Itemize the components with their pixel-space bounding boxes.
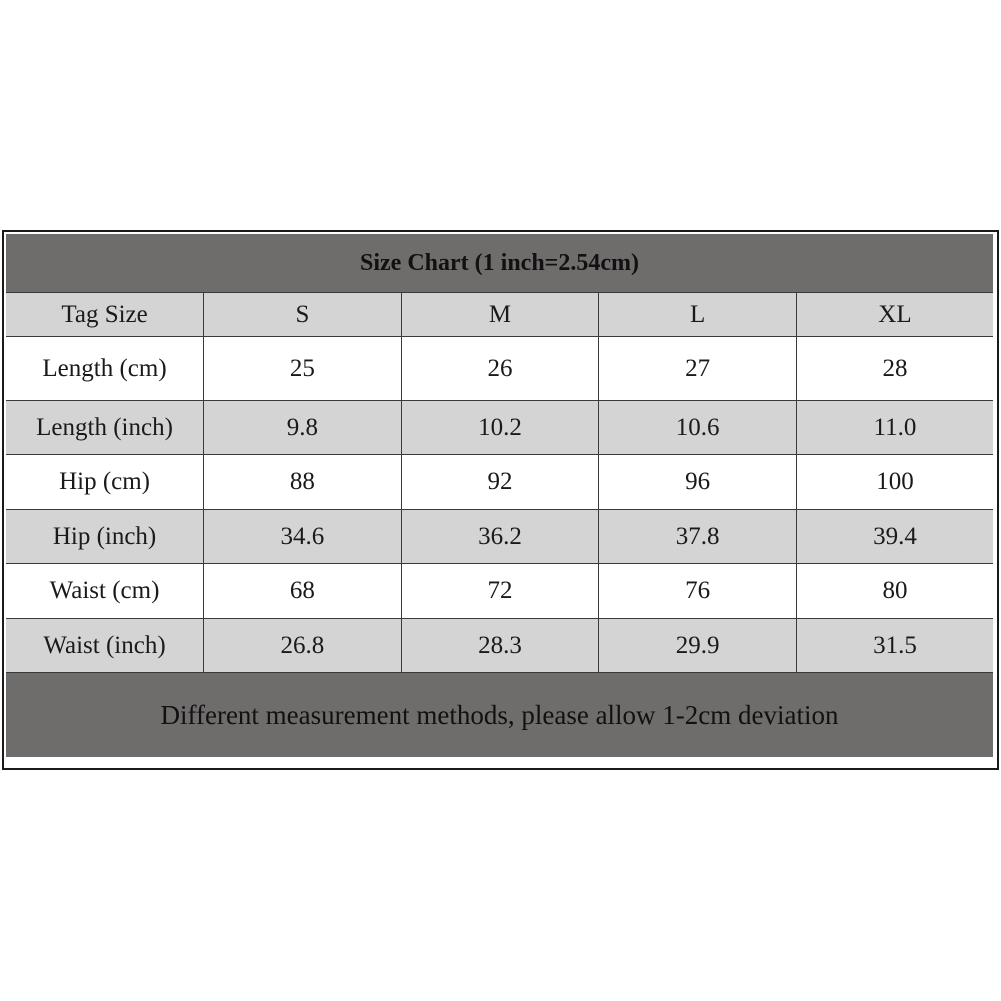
footer-row xyxy=(6,673,994,758)
table-cell: 92 xyxy=(401,455,599,510)
table-cell: 37.8 xyxy=(599,510,797,564)
table-cell: 31.5 xyxy=(796,619,994,673)
header-size-xl: XL xyxy=(796,293,994,337)
chart-title: Size Chart (1 inch=2.54cm) xyxy=(6,234,994,293)
table-cell: 9.8 xyxy=(204,401,402,455)
header-size-l: L xyxy=(599,293,797,337)
row-label: Waist (cm) xyxy=(6,564,204,619)
table-cell: 68 xyxy=(204,564,402,619)
table-cell: 100 xyxy=(796,455,994,510)
table-cell: 72 xyxy=(401,564,599,619)
table-cell: 26 xyxy=(401,337,599,401)
table-cell: 34.6 xyxy=(204,510,402,564)
table-cell: 28 xyxy=(796,337,994,401)
table-cell: 80 xyxy=(796,564,994,619)
table-cell: 39.4 xyxy=(796,510,994,564)
row-label: Hip (inch) xyxy=(6,510,204,564)
table-cell: 11.0 xyxy=(796,401,994,455)
table-cell: 26.8 xyxy=(204,619,402,673)
table-cell: 25 xyxy=(204,337,402,401)
row-label: Hip (cm) xyxy=(6,455,204,510)
table-row xyxy=(6,401,994,455)
table-row xyxy=(6,510,994,564)
title-row xyxy=(6,234,994,293)
table-cell: 10.6 xyxy=(599,401,797,455)
deviation-note: Different measurement methods, please allow 1-2cm deviation xyxy=(6,673,994,758)
header-row xyxy=(6,293,994,337)
row-label: Length (inch) xyxy=(6,401,204,455)
header-size-m: M xyxy=(401,293,599,337)
size-chart xyxy=(2,230,999,770)
size-chart-table xyxy=(6,234,995,757)
header-tag-size: Tag Size xyxy=(6,293,204,337)
table-cell: 36.2 xyxy=(401,510,599,564)
table-cell: 28.3 xyxy=(401,619,599,673)
header-size-s: S xyxy=(204,293,402,337)
table-cell: 29.9 xyxy=(599,619,797,673)
table-cell: 27 xyxy=(599,337,797,401)
row-label: Waist (inch) xyxy=(6,619,204,673)
row-label: Length (cm) xyxy=(6,337,204,401)
table-cell: 96 xyxy=(599,455,797,510)
table-row xyxy=(6,455,994,510)
table-row xyxy=(6,564,994,619)
table-cell: 88 xyxy=(204,455,402,510)
table-row xyxy=(6,619,994,673)
table-row xyxy=(6,337,994,401)
table-cell: 76 xyxy=(599,564,797,619)
table-cell: 10.2 xyxy=(401,401,599,455)
